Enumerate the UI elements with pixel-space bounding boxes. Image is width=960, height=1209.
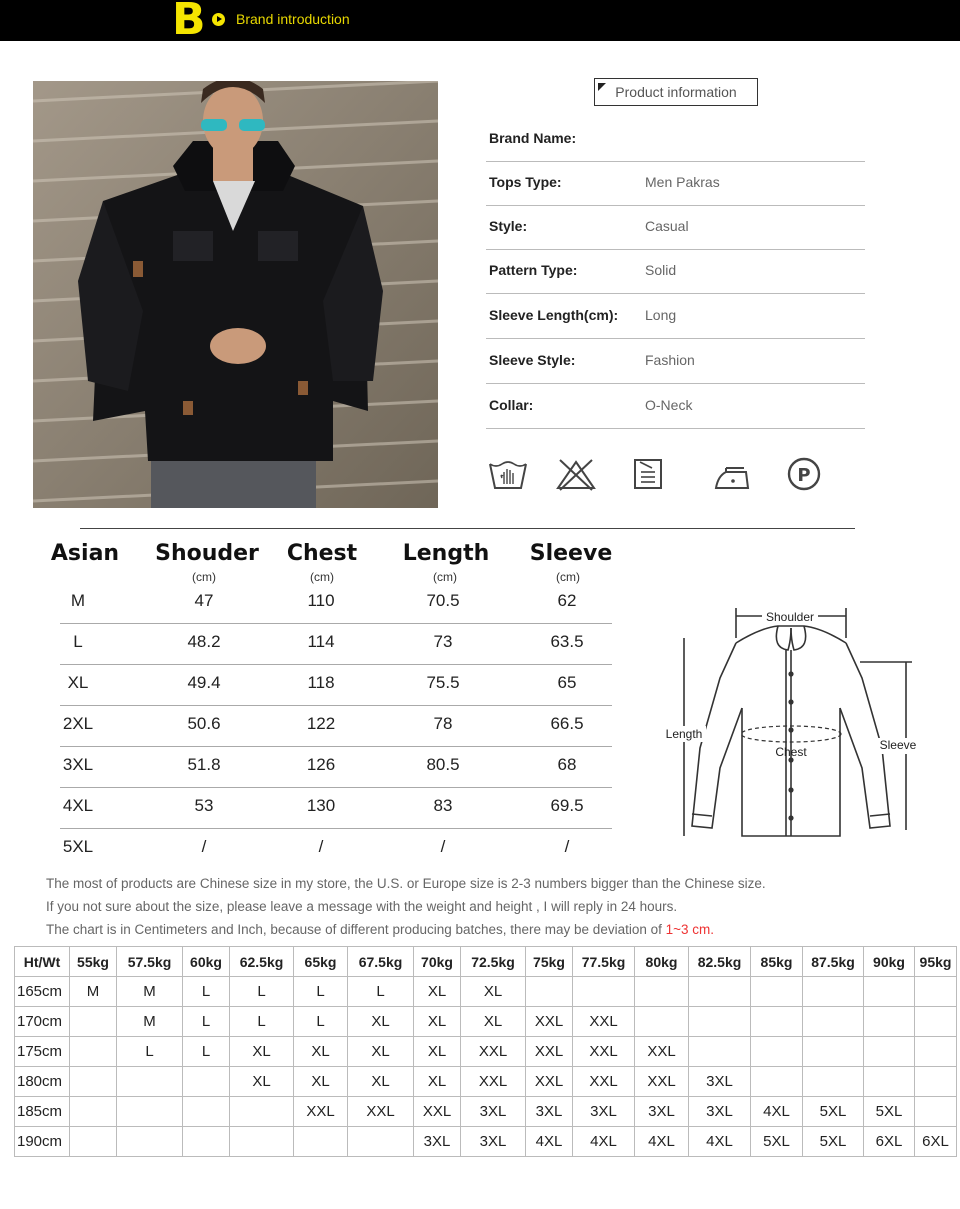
table-header-cell: 82.5kg [689,947,751,977]
play-icon [212,13,225,26]
size-cell: 66.5 [550,714,584,733]
size-row-5xl [60,828,612,869]
table-cell [70,1067,117,1097]
size-row-4xl [60,787,612,829]
table-header-cell: 65kg [294,947,348,977]
info-row-brand [486,118,865,162]
table-cell [183,1067,230,1097]
measurement-diagram [660,598,922,848]
header-title: Brand introduction [236,11,350,27]
table-cell: 3XL [689,1097,751,1127]
no-bleach-icon [556,456,596,492]
size-cell: 114 [307,632,335,651]
divider [80,528,855,529]
table-header-cell: 55kg [70,947,117,977]
unit-chest: (cm) [310,570,334,584]
info-row-sleeve-style [486,340,865,384]
product-photo [33,81,438,508]
table-cell: XL [294,1037,348,1067]
table-row [15,1097,957,1127]
table-cell: 4XL [689,1127,751,1157]
table-cell [803,977,864,1007]
table-cell: 4XL [573,1127,635,1157]
info-value: O-Neck [645,397,693,413]
info-label: Sleeve Length(cm): [489,307,619,323]
table-cell [183,1097,230,1127]
size-cell: 73 [433,632,453,651]
size-header-chest: Chest [286,541,358,566]
table-row-header: 170cm [15,1007,70,1037]
table-header-cell: 57.5kg [117,947,183,977]
info-label: Collar: [489,397,534,413]
table-cell: XXL [635,1067,689,1097]
size-cell: 78 [433,714,453,733]
diagram-label-length: Length [665,727,703,741]
info-label: Style: [489,218,528,234]
table-cell: L [294,977,348,1007]
info-row-sleeve-length [486,295,865,339]
table-header-cell: 67.5kg [348,947,414,977]
size-header-shoulder: Shouder [155,541,259,566]
info-value: Long [645,307,677,323]
size-cell: / [318,837,324,856]
size-cell: 62 [557,591,577,610]
table-cell: XXL [573,1067,635,1097]
table-cell: XL [348,1037,414,1067]
size-cell: 83 [433,796,453,815]
size-cell: 110 [307,591,335,610]
size-row-xl [60,664,612,706]
table-cell [803,1007,864,1037]
size-cell: XL [67,673,89,692]
table-cell [689,977,751,1007]
info-value: Solid [645,262,677,278]
table-cell [751,1067,803,1097]
table-cell [70,1127,117,1157]
table-header-cell: 85kg [751,947,803,977]
table-header-cell: 80kg [635,947,689,977]
table-row-header: 165cm [15,977,70,1007]
table-cell [70,1097,117,1127]
size-cell: 69.5 [550,796,584,815]
product-info-title: Product information [594,78,758,106]
note-line-1: The most of products are Chinese size in my store, the U.S. or Europe size is 2-3 numbers bigger than the Chinese size. [46,876,766,891]
table-cell: M [70,977,117,1007]
table-cell: XXL [526,1037,573,1067]
table-cell: 5XL [864,1097,915,1127]
table-cell [864,1007,915,1037]
table-header-cell: 60kg [183,947,230,977]
table-cell: XL [230,1067,294,1097]
table-cell: XL [414,1067,461,1097]
table-header-cell: 87.5kg [803,947,864,977]
table-cell: L [230,1007,294,1037]
table-cell: M [117,977,183,1007]
table-cell [864,1067,915,1097]
info-value: Casual [645,218,689,234]
table-cell [230,1097,294,1127]
table-cell: L [230,977,294,1007]
svg-text:P: P [797,465,811,486]
table-cell: XXL [526,1007,573,1037]
table-row [15,1007,957,1037]
info-value: Men Pakras [645,174,720,190]
note-line-3 [46,922,714,937]
table-cell: 3XL [635,1097,689,1127]
size-cell: 68 [557,755,577,774]
size-header-length: Length [402,541,490,566]
size-cell: 130 [306,796,336,815]
table-header-cell: 70kg [414,947,461,977]
size-cell: 2XL [62,714,94,733]
table-cell: 5XL [803,1097,864,1127]
table-cell [117,1067,183,1097]
dry-clean-icon [786,456,826,492]
unit-sleeve: (cm) [556,570,580,584]
table-cell [864,977,915,1007]
table-cell: M [117,1007,183,1037]
info-label: Tops Type: [489,174,562,190]
table-row [15,1067,957,1097]
table-cell [348,1127,414,1157]
table-cell [864,1037,915,1067]
table-cell: XXL [573,1007,635,1037]
unit-shoulder: (cm) [192,570,216,584]
table-cell [915,1037,957,1067]
diagram-label-sleeve: Sleeve [879,738,917,752]
table-header-cell: Ht/Wt [15,947,70,977]
table-cell: L [183,1007,230,1037]
table-cell [689,1037,751,1067]
table-cell: L [294,1007,348,1037]
table-cell: XL [294,1067,348,1097]
hand-wash-icon [488,456,528,492]
table-cell [230,1127,294,1157]
table-cell [915,1097,957,1127]
table-row-header: 190cm [15,1127,70,1157]
table-cell: XXL [414,1097,461,1127]
size-cell: 3XL [62,755,94,774]
size-cell: 48.2 [187,632,221,651]
table-cell: XXL [635,1037,689,1067]
table-cell: L [183,1037,230,1067]
size-cell: 50.6 [187,714,221,733]
size-row-l [60,623,612,665]
size-cell: M [70,591,86,610]
table-cell: 3XL [573,1097,635,1127]
table-cell: XL [461,977,526,1007]
table-cell: L [117,1037,183,1067]
table-cell [803,1067,864,1097]
size-cell: 47 [194,591,214,610]
table-cell: 3XL [526,1097,573,1127]
size-cell: 5XL [62,837,94,856]
size-cell: 118 [307,673,335,692]
table-cell [526,977,573,1007]
header-bar [0,0,960,45]
size-header-asian: Asian [50,541,120,566]
table-row-header: 180cm [15,1067,70,1097]
table-header-cell: 72.5kg [461,947,526,977]
info-row-pattern-type [486,250,865,294]
table-header-cell: 90kg [864,947,915,977]
table-cell: XL [414,977,461,1007]
table-cell: XL [230,1037,294,1067]
table-cell: XXL [526,1067,573,1097]
table-row [15,977,957,1007]
table-cell [294,1127,348,1157]
table-cell: 3XL [689,1067,751,1097]
table-cell: 6XL [864,1127,915,1157]
table-header-cell: 62.5kg [230,947,294,977]
table-row-header: 175cm [15,1037,70,1067]
size-row-m [60,582,612,624]
size-cell: 75.5 [426,673,460,692]
size-cell: / [201,837,207,856]
table-cell [573,977,635,1007]
size-cell: 70.5 [426,591,460,610]
tumble-dry-icon [630,456,670,492]
table-cell [70,1037,117,1067]
size-cell: 63.5 [550,632,584,651]
size-row-2xl [60,705,612,747]
table-header-cell: 95kg [915,947,957,977]
table-row-header: 185cm [15,1097,70,1127]
info-label: Pattern Type: [489,262,578,278]
table-cell: XXL [461,1037,526,1067]
table-cell [70,1007,117,1037]
table-row [15,1037,957,1067]
table-cell [751,1007,803,1037]
table-cell: XL [461,1007,526,1037]
table-cell [183,1127,230,1157]
table-cell: 5XL [803,1127,864,1157]
table-cell: XXL [573,1037,635,1067]
info-row-tops-type [486,162,865,206]
table-cell [635,977,689,1007]
table-cell: XXL [294,1097,348,1127]
info-label: Brand Name: [489,130,577,146]
table-cell: 4XL [526,1127,573,1157]
info-row-style [486,206,865,250]
info-row-collar [486,385,865,429]
table-cell: 3XL [461,1097,526,1127]
table-cell [915,1067,957,1097]
table-header-cell: 75kg [526,947,573,977]
size-cell: 126 [306,755,336,774]
table-cell: L [348,977,414,1007]
table-cell: 5XL [751,1127,803,1157]
note-line-3-highlight: 1~3 cm. [665,922,715,937]
note-line-3-text: The chart is in Centimeters and Inch, because of different producing batches, there may be deviation of [46,922,666,937]
table-cell: XL [414,1037,461,1067]
size-cell: 65 [557,673,577,692]
info-value: Fashion [645,352,695,368]
table-cell [751,977,803,1007]
header-letter: B [172,0,206,45]
table-cell [915,1007,957,1037]
note-line-2: If you not sure about the size, please leave a message with the weight and height , I will reply in 24 hours. [46,899,678,914]
table-cell: 4XL [635,1127,689,1157]
size-cell: / [564,837,570,856]
size-cell: 4XL [62,796,94,815]
table-cell [117,1097,183,1127]
table-cell: XXL [348,1097,414,1127]
size-cell: 122 [306,714,336,733]
diagram-label-shoulder: Shoulder [765,610,815,624]
size-header-sleeve: Sleeve [529,541,613,566]
table-cell: 6XL [915,1127,957,1157]
size-cell: L [73,632,83,651]
table-cell [803,1037,864,1067]
table-header-cell: 77.5kg [573,947,635,977]
table-cell: 3XL [461,1127,526,1157]
size-cell: 49.4 [187,673,221,692]
table-cell [117,1127,183,1157]
table-cell [689,1007,751,1037]
table-header-row [15,947,957,977]
table-cell: 3XL [414,1127,461,1157]
table-cell: XL [348,1067,414,1097]
table-cell [635,1007,689,1037]
height-weight-table [14,946,957,1157]
table-cell: L [183,977,230,1007]
size-cell: 51.8 [187,755,221,774]
table-cell [915,977,957,1007]
diagram-label-chest: Chest [775,745,807,759]
table-cell: 4XL [751,1097,803,1127]
size-cell: / [440,837,446,856]
table-cell: XL [414,1007,461,1037]
table-cell [751,1037,803,1067]
size-cell: 80.5 [426,755,460,774]
iron-icon [712,456,752,492]
info-label: Sleeve Style: [489,352,576,368]
table-cell: XXL [461,1067,526,1097]
table-row [15,1127,957,1157]
unit-length: (cm) [433,570,457,584]
size-cell: 53 [194,796,214,815]
size-row-3xl [60,746,612,788]
table-cell: XL [348,1007,414,1037]
